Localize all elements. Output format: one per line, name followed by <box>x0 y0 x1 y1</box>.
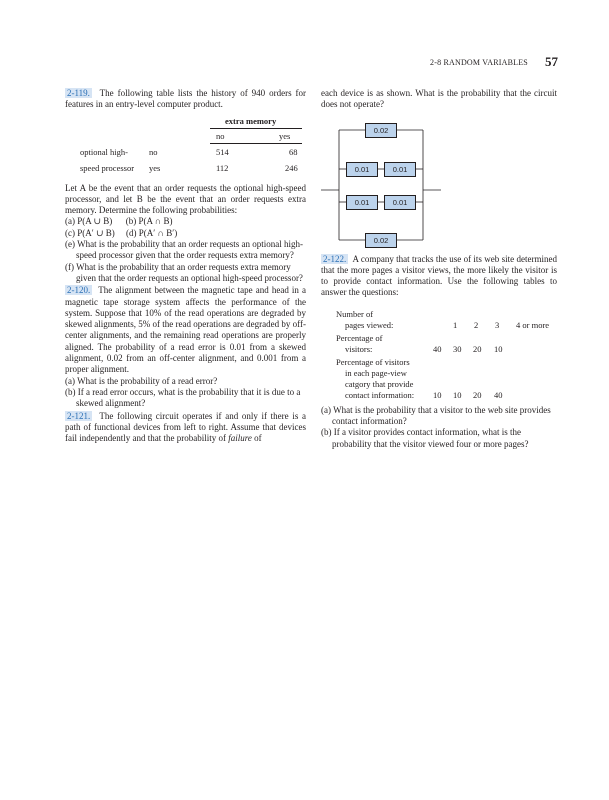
device-box: 0.02 <box>365 123 397 138</box>
device-box: 0.01 <box>384 195 416 210</box>
col-header-yes: yes <box>279 130 291 141</box>
problem-number: 2-119. <box>67 88 90 98</box>
device-box: 0.01 <box>346 162 378 177</box>
orders-table <box>65 115 306 177</box>
question-d: (d) P(A′ ∩ B′) <box>126 227 178 238</box>
row-label: contact information: <box>345 389 415 400</box>
question-b: (b) If a read error occurs, what is the probability that it is due to a skewed alignment? <box>65 386 301 409</box>
device-box: 0.01 <box>346 195 378 210</box>
table-rule <box>210 143 302 144</box>
cell-value: 40 <box>433 343 442 354</box>
device-box: 0.01 <box>384 162 416 177</box>
row-label: Percentage of visitors <box>336 356 410 367</box>
device-box: 0.02 <box>365 233 397 248</box>
problem-text: A company that tracks the use of its web site determined that the more pages a visitor views, the more likely the visitor is to provide contact information. Use the following tables to answer the questions: <box>321 253 557 298</box>
cell-value: 112 <box>216 162 229 173</box>
circuit-diagram <box>321 114 557 249</box>
problem-2-120 <box>65 285 306 375</box>
cell-value: 514 <box>216 146 229 157</box>
row-label: catgory that provide <box>345 378 414 389</box>
row-group-label: speed processor <box>80 162 135 173</box>
running-header <box>0 55 609 75</box>
problem-number: 2-120. <box>67 285 91 296</box>
question-b: (b) If a visitor provides contact information, what is the probability that the visitor viewed four or more pages? <box>321 427 529 449</box>
question-row <box>65 216 306 227</box>
question-f: (f) What is the probability that an order requests extra memory given that the order requests an optional high-speed processor? <box>65 261 303 283</box>
problem-2-121-continued: each device is as shown. What is the probability that the circuit does not operate? <box>321 88 557 110</box>
problem-number: 2-121. <box>67 410 91 421</box>
cell-value: 20 <box>473 389 482 400</box>
emphasis: failure <box>228 433 252 444</box>
problem-text: Let A be the event that an order requests the optional high-speed processor, and let B be the event that an order requests extra memory. Determine the following probabilities: <box>65 182 306 216</box>
row-label: in each page-view <box>345 367 407 378</box>
problem-text: The alignment between the magnetic tape and head in a magnetic tape storage system affects the performance of the system. Suppose that 10% of the read operations are degraded by skewed alignments, 5% of the read operations are degraded by off-center alignments, and the remaining read operations are properly aligned. The probability of a read error is 0.01 from a skewed alignment, 0.02 from an off-center alignment, and 0.001 from a proper alignment. <box>65 285 307 375</box>
question-b: (b) P(A ∩ B) <box>125 216 173 227</box>
row-label-no: no <box>149 146 158 157</box>
right-column <box>321 88 557 450</box>
row-label: Number of <box>336 308 374 319</box>
problem-2-122 <box>321 254 557 299</box>
left-column <box>65 88 306 444</box>
problem-number: 2-122. <box>323 253 347 264</box>
row-label-yes: yes <box>149 162 161 173</box>
cell-value: 1 <box>453 319 458 330</box>
page-number: 57 <box>545 54 558 69</box>
question-row <box>65 228 306 239</box>
question-a: (a) What is the probability that a visitor to the web site provides contact information? <box>321 404 551 427</box>
question-a: (a) P(A ∪ B) <box>65 216 113 227</box>
cell-value: 4 or more <box>516 319 550 330</box>
problem-2-119-intro <box>65 88 306 111</box>
cell-value: 68 <box>289 146 298 157</box>
problem-text: The following circuit operates if and only if there is a path of functional devices from left to right. Assume that devices fail independently and that the probability of <box>65 410 306 444</box>
row-label: Percentage of <box>336 332 383 343</box>
question-e: (e) What is the probability that an order requests an optional high-speed processor given that the order requests extra memory? <box>65 239 304 261</box>
row-group-label: optional high- <box>80 146 128 157</box>
problem-text: The following table lists the history of 940 orders for features in an entry-level computer product. <box>65 88 307 110</box>
circuit-wires <box>321 114 557 249</box>
pages-table <box>321 309 557 401</box>
cell-value: 20 <box>473 343 482 354</box>
cell-value: 246 <box>285 162 298 173</box>
cell-value: 10 <box>433 389 442 400</box>
question-a: (a) What is the probability of a read error? <box>65 375 218 386</box>
problem-2-121 <box>65 411 306 445</box>
cell-value: 30 <box>453 343 462 354</box>
cell-value: 10 <box>494 343 503 354</box>
question-c: (c) P(A′ ∪ B) <box>65 227 115 238</box>
problem-text: of <box>251 433 262 444</box>
cell-value: 3 <box>495 319 500 330</box>
cell-value: 10 <box>453 389 462 400</box>
section-title: 2-8 RANDOM VARIABLES <box>430 58 528 67</box>
cell-value: 40 <box>494 389 503 400</box>
table-rule <box>210 128 302 129</box>
cell-value: 2 <box>474 319 479 330</box>
col-header-no: no <box>216 130 225 141</box>
row-label: visitors: <box>345 343 373 354</box>
row-label: pages viewed: <box>345 319 394 330</box>
col-group-header: extra memory <box>225 115 277 126</box>
